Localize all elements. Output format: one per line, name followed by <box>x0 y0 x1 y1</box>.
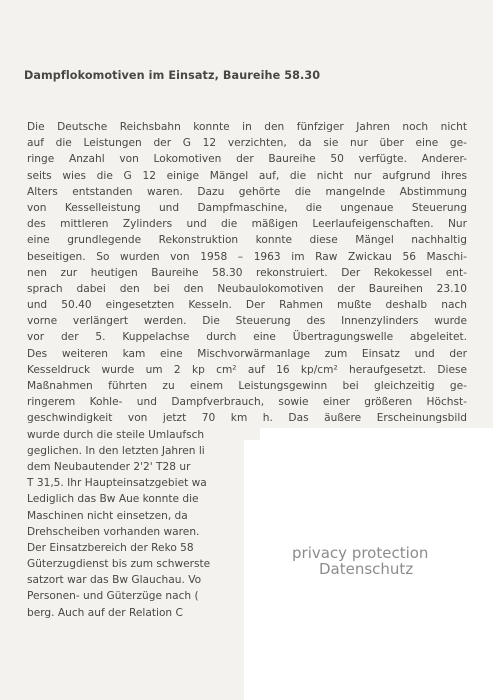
text-line: wurde durch die steile Umlaufsch <box>27 428 205 441</box>
text-line: berg. Auch auf der Relation C <box>27 606 183 619</box>
text-line: Der Einsatzbereich der Reko 58 <box>27 541 194 554</box>
text-line: nen zur heutigen Baureihe 58.30 rekonstruiert. Der Rekokessel ent- <box>27 266 467 279</box>
document-title: Dampflokomotiven im Einsatz, Baureihe 58.30 <box>24 69 321 82</box>
watermark-line-1: privacy protection <box>292 544 429 562</box>
text-line: seits wies die G 12 einige Mängel auf, die nicht nur aufgrund ihres <box>27 169 467 182</box>
text-line: eine grundlegende Rekonstruktion konnte diese Mängel nachhaltig <box>27 234 467 247</box>
text-line: Kesseldruck wurde um 2 kp cm² auf 16 kp/cm² heraufgesetzt. Diese <box>27 363 467 376</box>
text-line: T 31,5. Ihr Haupteinsatzgebiet wa <box>27 477 207 490</box>
text-line: beseitigen. So wurden von 1958 – 1963 im Raw Zwickau 56 Maschi- <box>27 250 467 263</box>
text-line: Lediglich das Bw Aue konnte die <box>27 493 199 506</box>
text-line: Maschinen nicht einsetzen, da <box>27 509 188 522</box>
text-line: Güterzugdienst bis zum schwerste <box>27 558 211 571</box>
text-line: vor der 5. Kuppelachse durch eine Übertragungswelle abgeleitet. <box>27 331 467 344</box>
text-line: und 50.40 eingesetzten Kesseln. Der Rahmen mußte deshalb nach <box>27 299 467 312</box>
text-line: Alters entstanden waren. Dazu gehörte die mangelnde Abstimmung <box>27 185 467 198</box>
text-line: Maßnahmen führten zu einem Leistungsgewinn bei gleichzeitig ge- <box>27 380 467 392</box>
text-line: ringerem Kohle- und Dampfverbrauch, sowie einer größeren Höchst- <box>27 396 467 409</box>
text-line: Drehscheiben vorhanden waren. <box>27 525 200 538</box>
text-line: von Kesselleistung und Dampfmaschine, die ungenaue Steuerung <box>27 201 467 214</box>
text-line: Personen- und Güterzüge nach ( <box>27 590 199 603</box>
watermark-line-2: Datenschutz <box>319 560 414 578</box>
text-line: sprach dabei den bei den Neubaulokomotiven der Baureihen 23.10 <box>27 282 467 295</box>
text-line: ringe Anzahl von Lokomotiven der Baureihe 50 verfügte. Anderer- <box>27 153 467 166</box>
privacy-watermark <box>292 545 428 577</box>
text-line: Des weiteren kam eine Mischvorwärmanlage zum Einsatz und der <box>27 347 467 360</box>
text-line: vorne verlängert werden. Die Steuerung des Innenzylinders wurde <box>27 315 467 328</box>
text-line: satzort war das Bw Glauchau. Vo <box>27 574 202 587</box>
text-line: dem Neubautender 2'2' T28 ur <box>27 460 191 473</box>
text-line: auf die Leistungen der G 12 verzichten, da sie nur über eine ge- <box>27 137 467 150</box>
text-line: geschwindigkeit von jetzt 70 km h. Das äußere Erscheinungsbild <box>27 412 467 425</box>
text-line: geglichen. In den letzten Jahren li <box>27 444 205 457</box>
text-line: Die Deutsche Reichsbahn konnte in den fünfziger Jahren noch nicht <box>27 121 467 133</box>
text-line: des mittleren Zylinders und die mäßigen Leerlaufeigenschaften. Nur <box>27 218 467 231</box>
